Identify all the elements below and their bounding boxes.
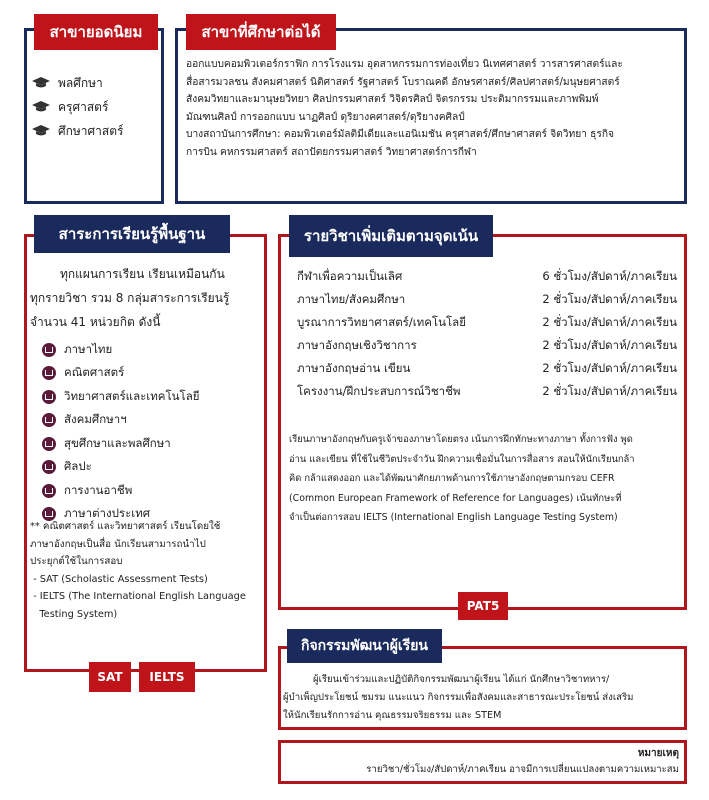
core-note-line: ภาษาอังกฤษเป็นสื่อ นักเรียนสามารถนำไป — [30, 538, 206, 550]
core-intro — [30, 262, 266, 334]
majors-line: การบิน คหกรรมศาสตร์ สถาปัตยกรรมศาสตร์ วิทยาศาสตร์การกีฬา — [186, 146, 477, 158]
majors-title: สาขาที่ศึกษาต่อได้ — [186, 14, 336, 50]
subject-hours: 2 ชั่วโมง/สัปดาห์/ภาคเรียน — [542, 291, 677, 306]
book-icon — [42, 413, 56, 427]
core-subject-label: การงานอาชีพ — [64, 482, 133, 497]
table-row — [297, 265, 677, 288]
graduation-cap-icon — [32, 125, 50, 137]
book-icon — [42, 484, 56, 498]
list-item — [42, 362, 200, 386]
majors-line: สื่อสารมวลชน สังคมศาสตร์ นิติศาสตร์ รัฐศาสตร์ โบราณคดี อักษรศาสตร์/ศิลปศาสตร์/มนุษยศาสตร์ — [186, 76, 620, 88]
list-item — [42, 456, 200, 480]
book-icon — [42, 343, 56, 357]
core-intro-line: จำนวน 41 หน่วยกิต ดังนี้ — [30, 315, 161, 329]
subject-name: โครงงาน/ฝึกประสบการณ์วิชาชีพ — [297, 383, 461, 398]
activity-line: ผู้เรียนเข้าร่วมและปฏิบัติกิจกรรมพัฒนาผู้เรียน ได้แก่ นักศึกษาวิชาทหาร/ — [313, 674, 610, 685]
subject-name: ภาษาอังกฤษเชิงวิชาการ — [297, 337, 417, 352]
core-note-line: ** คณิตศาสตร์ และวิทยาศาสตร์ เรียนโดยใช้ — [30, 521, 221, 532]
core-subject-label: คณิตศาสตร์ — [64, 365, 125, 380]
majors-line: มัณฑนศิลป์ การออกแบบ นาฏศิลป์ ดุริยางคศาสตร์/ดุริยางคศิลป์ — [186, 111, 465, 123]
core-curriculum-title: สาระการเรียนรู้พื้นฐาน — [34, 215, 230, 253]
activity-line: ผู้บำเพ็ญประโยชน์ ชมรม แนะแนว กิจกรรมเพื่อสังคมและสาธารณะประโยชน์ ส่งเสริม — [283, 692, 634, 703]
core-note-line: ประยุกต์ใช้ในการสอบ — [30, 556, 123, 567]
popular-item-label: ครุศาสตร์ — [58, 99, 109, 114]
table-row — [297, 288, 677, 311]
description-line: อ่าน และเขียน ที่ใช้ในชีวิตประจำวัน ฝึกความเชื่อมั่นในการสื่อสาร สอนให้นักเรียนกล้า — [289, 453, 635, 465]
majors-line: สังคมวิทยาและมานุษยวิทยา ศิลปกรรมศาสตร์ วิจิตรศิลป์ จิตรกรรม ประติมากรรมและภาพพิมพ์ — [186, 94, 599, 105]
list-item — [32, 119, 123, 143]
book-icon — [42, 460, 56, 474]
list-item — [42, 338, 200, 362]
popular-majors-list — [32, 71, 123, 143]
table-row — [297, 380, 677, 403]
activity-text — [283, 671, 683, 725]
list-item — [42, 385, 200, 409]
list-item — [32, 95, 123, 119]
core-subject-list — [42, 338, 200, 526]
list-item — [42, 409, 200, 433]
table-row — [297, 311, 677, 334]
popular-majors-title: สาขายอดนิยม — [34, 14, 158, 50]
core-subject-label: ภาษาไทย — [64, 341, 113, 356]
subject-hours: 2 ชั่วโมง/สัปดาห์/ภาคเรียน — [542, 337, 677, 352]
core-subject-label: สังคมศึกษาฯ — [64, 412, 127, 427]
core-exam-line: - IELTS (The International English Language — [30, 591, 246, 602]
remark-text: รายวิชา/ชั่วโมง/สัปดาห์/ภาคเรียน อาจมีการเปลี่ยนแปลงตามความเหมาะสม — [366, 764, 679, 775]
core-note — [30, 518, 264, 623]
description-line: คิด กล้าแสดงออก และได้พัฒนาศักยภาพด้านการใช้ภาษาอังกฤษตามกรอบ CEFR — [289, 473, 615, 484]
core-intro-line: ทุกแผนการเรียน เรียนเหมือนกัน — [60, 267, 225, 281]
core-exam-line: Testing System) — [30, 608, 118, 620]
core-exam-line: - SAT (Scholastic Assessment Tests) — [30, 573, 208, 585]
description-line: จำเป็นต่อการสอบ IELTS (International English Language Testing System) — [289, 512, 618, 523]
description-line: (Common European Framework of Reference for Languages) เน้นทักษะที่ — [289, 492, 622, 504]
subject-hours: 2 ชั่วโมง/สัปดาห์/ภาคเรียน — [542, 360, 677, 375]
subject-name: บูรณาการวิทยาศาสตร์/เทคโนโลยี — [297, 314, 466, 329]
core-subject-label: ศิลปะ — [64, 459, 92, 474]
list-item — [42, 479, 200, 503]
description-line: เรียนภาษาอังกฤษกับครูเจ้าของภาษาโดยตรง เน้นการฝึกทักษะทางภาษา ทั้งการฟัง พูด — [289, 434, 633, 445]
majors-line: ออกแบบคอมพิวเตอร์กราฟิก การโรงแรม อุตสาหกรรมการท่องเที่ยว นิเทศศาสตร์ วารสารศาสตร์และ — [186, 59, 623, 70]
pat5-tag: PAT5 — [458, 592, 508, 620]
extra-subject-table — [297, 265, 677, 403]
majors-line: บางสถาบันการศึกษา: คอมพิวเตอร์มัลติมีเดียและแอนิเมชัน ครุศาสตร์/ศึกษาศาสตร์ จิตวิทยา ธุรกิจ — [186, 129, 614, 140]
subject-name: ภาษาไทย/สังคมศึกษา — [297, 291, 406, 306]
list-item — [42, 432, 200, 456]
core-subject-label: วิทยาศาสตร์และเทคโนโลยี — [64, 388, 200, 403]
core-subject-label: สุขศึกษาและพลศึกษา — [64, 435, 171, 450]
core-intro-line: ทุกรายวิชา รวม 8 กลุ่มสาระการเรียนรู้ — [30, 291, 230, 305]
extra-description — [289, 430, 683, 528]
list-item — [32, 71, 123, 95]
ielts-tag: IELTS — [139, 662, 195, 692]
subject-name: ภาษาอังกฤษอ่าน เขียน — [297, 360, 411, 375]
table-row — [297, 334, 677, 357]
subject-hours: 2 ชั่วโมง/สัปดาห์/ภาคเรียน — [542, 383, 677, 398]
book-icon — [42, 366, 56, 380]
popular-item-label: ศึกษาศาสตร์ — [58, 123, 124, 138]
graduation-cap-icon — [32, 77, 50, 89]
subject-hours: 2 ชั่วโมง/สัปดาห์/ภาคเรียน — [542, 314, 677, 329]
core-subject-label: ภาษาต่างประเทศ — [64, 506, 151, 521]
book-icon — [42, 390, 56, 404]
popular-item-label: พลศึกษา — [58, 75, 103, 90]
extra-subjects-title: รายวิชาเพิ่มเติมตามจุดเน้น — [289, 215, 493, 257]
book-icon — [42, 437, 56, 451]
graduation-cap-icon — [32, 101, 50, 113]
activity-title: กิจกรรมพัฒนาผู้เรียน — [287, 629, 442, 663]
activity-line: ให้นักเรียนรักการอ่าน คุณธรรมจริยธรรม และ STEM — [283, 710, 502, 721]
table-row — [297, 357, 677, 380]
remark-title: หมายเหตุ — [637, 748, 679, 759]
sat-tag: SAT — [89, 662, 131, 692]
majors-text — [186, 56, 682, 161]
subject-name: กีฬาเพื่อความเป็นเลิศ — [297, 268, 403, 283]
subject-hours: 6 ชั่วโมง/สัปดาห์/ภาคเรียน — [542, 268, 677, 283]
